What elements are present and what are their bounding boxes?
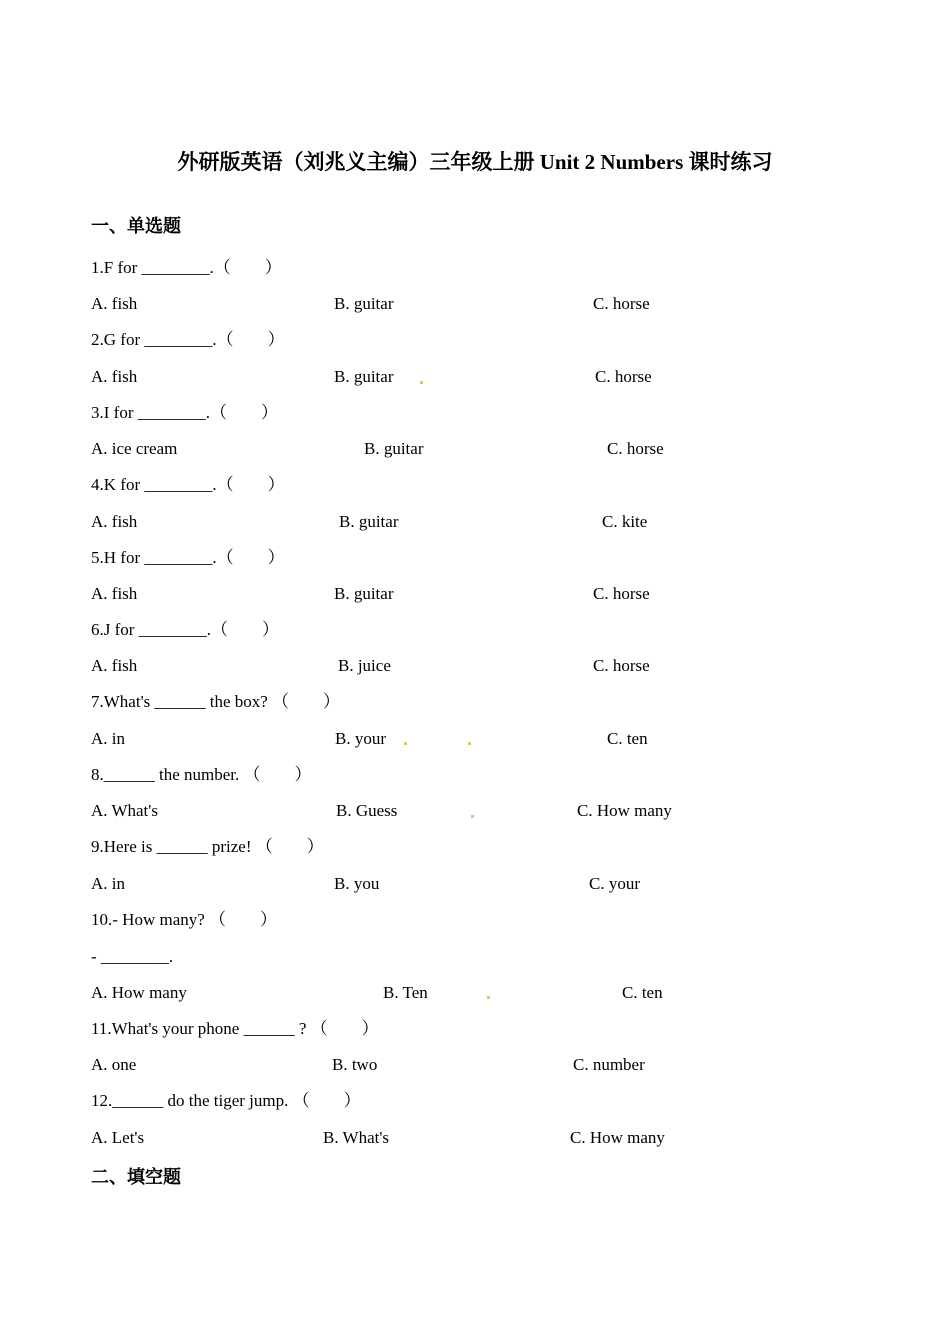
option-c: C. horse bbox=[593, 656, 650, 675]
option-a: A. How many bbox=[91, 983, 187, 1002]
option-c: C. number bbox=[573, 1055, 645, 1074]
question-stem: 11.What's your phone ______ ? （ ） bbox=[91, 1019, 379, 1038]
scan-speck bbox=[468, 742, 471, 745]
question-stem: 10.- How many? （ ） bbox=[91, 910, 278, 929]
option-c: C. horse bbox=[593, 294, 650, 313]
option-c: C. kite bbox=[602, 512, 648, 531]
option-b: B. guitar bbox=[334, 584, 394, 603]
option-b: B. What's bbox=[323, 1128, 390, 1147]
question-stem: 2.G for ________.（ ） bbox=[91, 330, 285, 349]
question-stem: 3.I for ________.（ ） bbox=[91, 403, 278, 422]
question-stem: 12.______ do the tiger jump. （ ） bbox=[91, 1091, 361, 1110]
section-heading-fill-blank: 二、填空题 bbox=[91, 1167, 181, 1187]
option-b: B. guitar bbox=[339, 512, 399, 531]
option-b: B. guitar bbox=[334, 294, 394, 313]
option-a: A. fish bbox=[91, 512, 138, 531]
scan-speck bbox=[471, 815, 474, 818]
option-b: B. guitar bbox=[334, 367, 394, 386]
option-b: B. your bbox=[335, 729, 386, 748]
question-stem: 5.H for ________.（ ） bbox=[91, 548, 285, 567]
option-c: C. horse bbox=[607, 439, 664, 458]
option-a: A. What's bbox=[91, 801, 158, 820]
option-a: A. fish bbox=[91, 656, 138, 675]
option-a: A. in bbox=[91, 729, 125, 748]
option-a: A. one bbox=[91, 1055, 137, 1074]
question-stem: 8.______ the number. （ ） bbox=[91, 765, 312, 784]
option-c: C. How many bbox=[570, 1128, 665, 1147]
option-b: B. you bbox=[334, 874, 380, 893]
question-stem: 1.F for ________.（ ） bbox=[91, 258, 282, 277]
option-b: B. Ten bbox=[383, 983, 428, 1002]
option-c: C. your bbox=[589, 874, 640, 893]
option-a: A. fish bbox=[91, 584, 138, 603]
option-c: C. ten bbox=[607, 729, 648, 748]
option-a: A. fish bbox=[91, 367, 138, 386]
option-b: B. two bbox=[332, 1055, 378, 1074]
option-b: B. guitar bbox=[364, 439, 424, 458]
option-a: A. ice cream bbox=[91, 439, 178, 458]
question-stem: 6.J for ________.（ ） bbox=[91, 620, 279, 639]
section-heading-single-choice: 一、单选题 bbox=[91, 216, 181, 236]
question-stem: 7.What's ______ the box? （ ） bbox=[91, 692, 341, 711]
option-a: A. Let's bbox=[91, 1128, 145, 1147]
document-title: 外研版英语（刘兆义主编）三年级上册 Unit 2 Numbers 课时练习 bbox=[177, 150, 773, 174]
option-c: C. horse bbox=[595, 367, 652, 386]
option-c: C. ten bbox=[622, 983, 663, 1002]
option-c: C. horse bbox=[593, 584, 650, 603]
scan-speck bbox=[404, 742, 407, 745]
option-a: A. fish bbox=[91, 294, 138, 313]
question-stem-answer-line: - ________. bbox=[91, 947, 174, 966]
option-c: C. How many bbox=[577, 801, 672, 820]
option-b: B. juice bbox=[338, 656, 391, 675]
question-stem: 9.Here is ______ prize! （ ） bbox=[91, 837, 324, 856]
scan-speck bbox=[420, 381, 423, 384]
question-stem: 4.K for ________.（ ） bbox=[91, 475, 285, 494]
option-b: B. Guess bbox=[336, 801, 398, 820]
option-a: A. in bbox=[91, 874, 125, 893]
scan-speck bbox=[487, 996, 490, 999]
